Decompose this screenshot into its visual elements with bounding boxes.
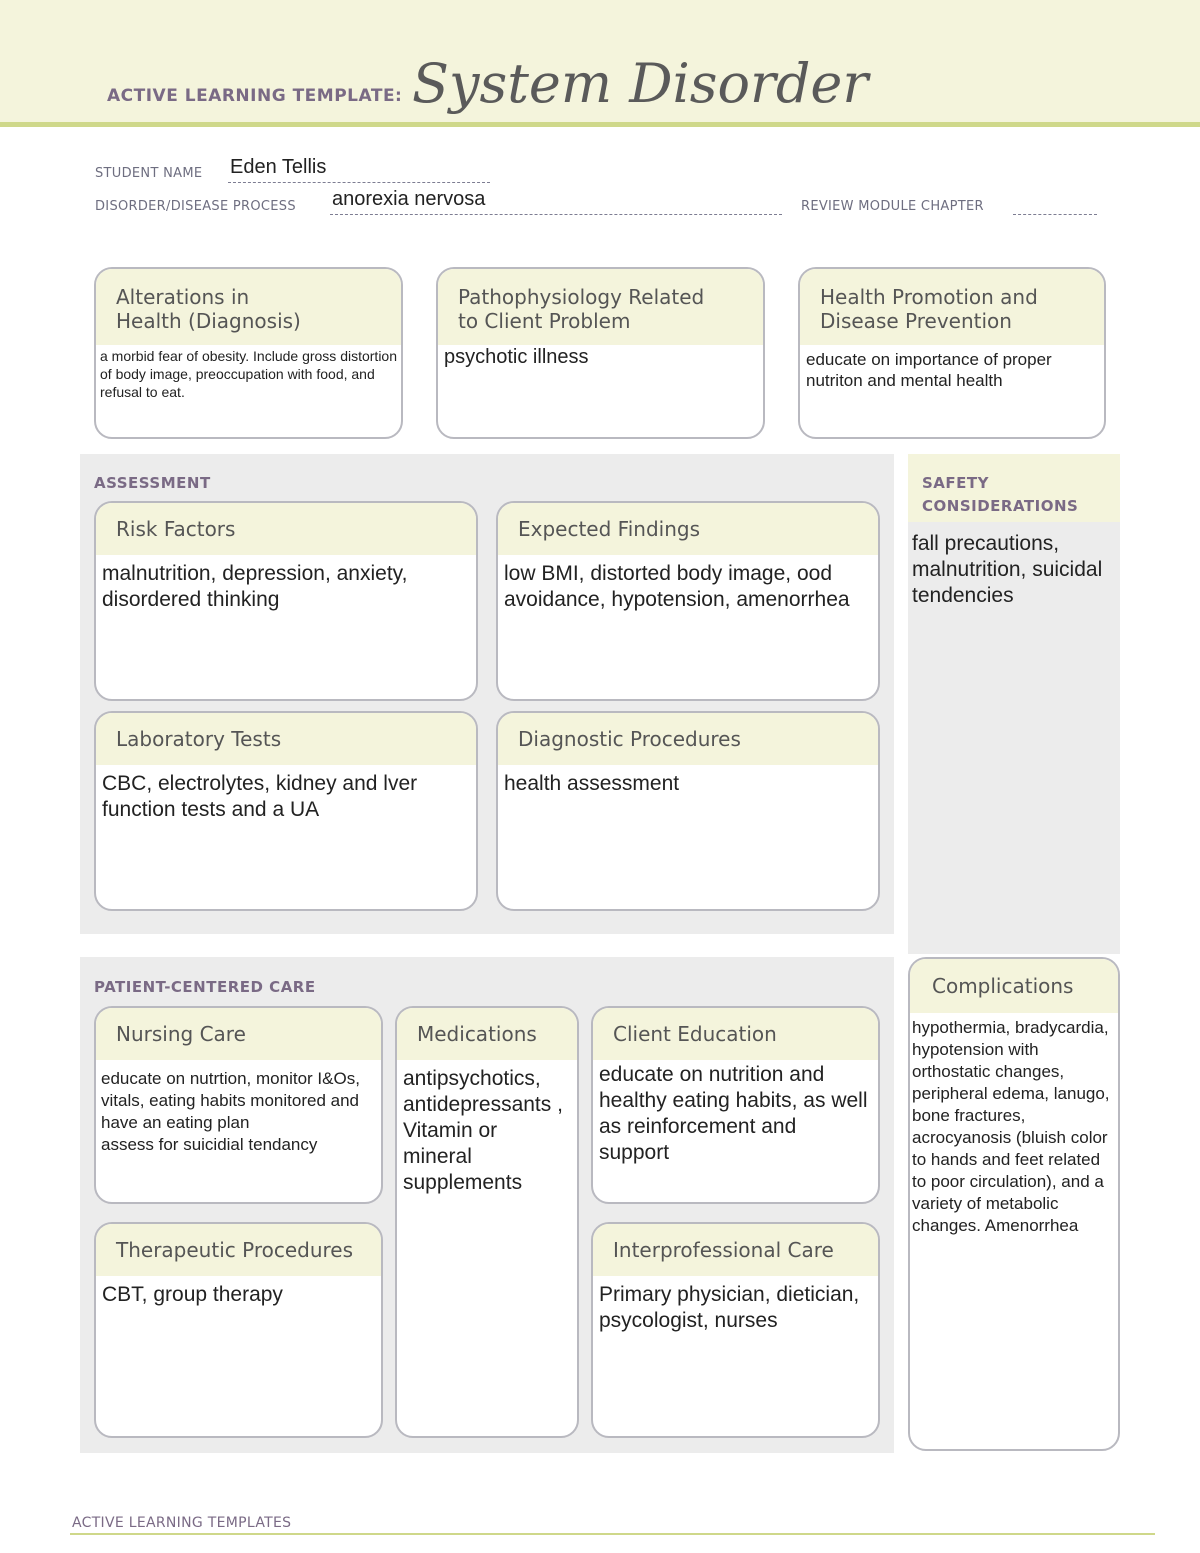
interprofessional-care-title: Interprofessional Care — [593, 1224, 878, 1276]
disorder-value: anorexia nervosa — [332, 188, 486, 210]
risk-factors-title: Risk Factors — [96, 503, 476, 555]
client-education-title: Client Education — [593, 1008, 878, 1060]
therapeutic-procedures-box — [94, 1222, 383, 1438]
alterations-title: Alterations in Health (Diagnosis) — [96, 269, 401, 345]
health-promotion-box — [798, 267, 1106, 439]
diagnostic-procedures-title: Diagnostic Procedures — [498, 713, 878, 765]
pathophysiology-body: psychotic illness — [444, 346, 589, 368]
safety-title: SAFETY CONSIDERATIONS — [922, 474, 1079, 515]
risk-factors-body: malnutrition, depression, anxiety, disordered thinking — [102, 562, 408, 611]
nursing-care-box — [94, 1006, 383, 1204]
safety-body: fall precautions, malnutrition, suicidal tendencies — [912, 532, 1103, 607]
complications-title: Complications — [910, 959, 1118, 1013]
review-module-label: REVIEW MODULE CHAPTER — [801, 199, 984, 214]
expected-findings-box — [496, 501, 880, 701]
client-education-box — [591, 1006, 880, 1204]
review-module-field[interactable] — [1013, 194, 1097, 215]
diagnostic-procedures-body: health assessment — [504, 772, 680, 795]
safety-panel — [908, 454, 1120, 954]
nursing-care-title: Nursing Care — [96, 1008, 381, 1060]
interprofessional-care-body: Primary physician, dietician, psycologist, nurses — [599, 1283, 860, 1332]
therapeutic-procedures-title: Therapeutic Procedures — [96, 1224, 381, 1276]
laboratory-tests-box — [94, 711, 478, 911]
disorder-field[interactable] — [330, 188, 782, 215]
header-divider — [0, 122, 1200, 127]
medications-box — [395, 1006, 579, 1438]
patient-care-title: PATIENT-CENTERED CARE — [94, 978, 316, 996]
health-promotion-title: Health Promotion and Disease Prevention — [800, 269, 1104, 345]
client-education-body: educate on nutrition and healthy eating habits, as well as reinforcement and support — [599, 1063, 868, 1164]
therapeutic-procedures-body: CBT, group therapy — [102, 1283, 283, 1306]
pathophysiology-title: Pathophysiology Related to Client Problem — [438, 269, 763, 345]
expected-findings-title: Expected Findings — [498, 503, 878, 555]
complications-body: hypothermia, bradycardia, hypotension with orthostatic changes, peripheral edema, lanugo, bone fractures, acrocyanosis (bluish color to hands and feet related to poor circulation), and a variety of metabolic changes. Amenorrhea — [912, 1018, 1110, 1235]
nursing-care-body: educate on nutrtion, monitor I&Os, vitals, eating habits monitored and have an eating plan assess for suicidial tendancy — [101, 1069, 360, 1154]
disorder-label: DISORDER/DISEASE PROCESS — [95, 199, 296, 214]
template-title: System Disorder — [412, 52, 869, 115]
laboratory-tests-title: Laboratory Tests — [96, 713, 476, 765]
health-promotion-body: educate on importance of proper nutriton and mental health — [806, 350, 1052, 390]
student-name-label: STUDENT NAME — [95, 166, 203, 181]
expected-findings-body: low BMI, distorted body image, ood avoidance, hypotension, amenorrhea — [504, 562, 850, 611]
alterations-body: a morbid fear of obesity. Include gross distortion of body image, preoccupation with food, and refusal to eat. — [100, 348, 398, 400]
medications-body: antipsychotics, antidepressants , Vitamin or mineral supplements — [403, 1067, 563, 1194]
pathophysiology-box — [436, 267, 765, 439]
diagnostic-procedures-box — [496, 711, 880, 911]
alterations-box — [94, 267, 403, 439]
student-name-field[interactable] — [228, 156, 490, 183]
laboratory-tests-body: CBC, electrolytes, kidney and lver function tests and a UA — [102, 772, 418, 821]
assessment-title: ASSESSMENT — [94, 474, 211, 492]
footer-divider — [70, 1533, 1155, 1535]
risk-factors-box — [94, 501, 478, 701]
template-label: ACTIVE LEARNING TEMPLATE: — [107, 86, 403, 106]
complications-box — [908, 957, 1120, 1451]
student-name-value: Eden Tellis — [230, 156, 327, 178]
footer-label: ACTIVE LEARNING TEMPLATES — [72, 1515, 292, 1531]
medications-title: Medications — [397, 1008, 577, 1060]
interprofessional-care-box — [591, 1222, 880, 1438]
